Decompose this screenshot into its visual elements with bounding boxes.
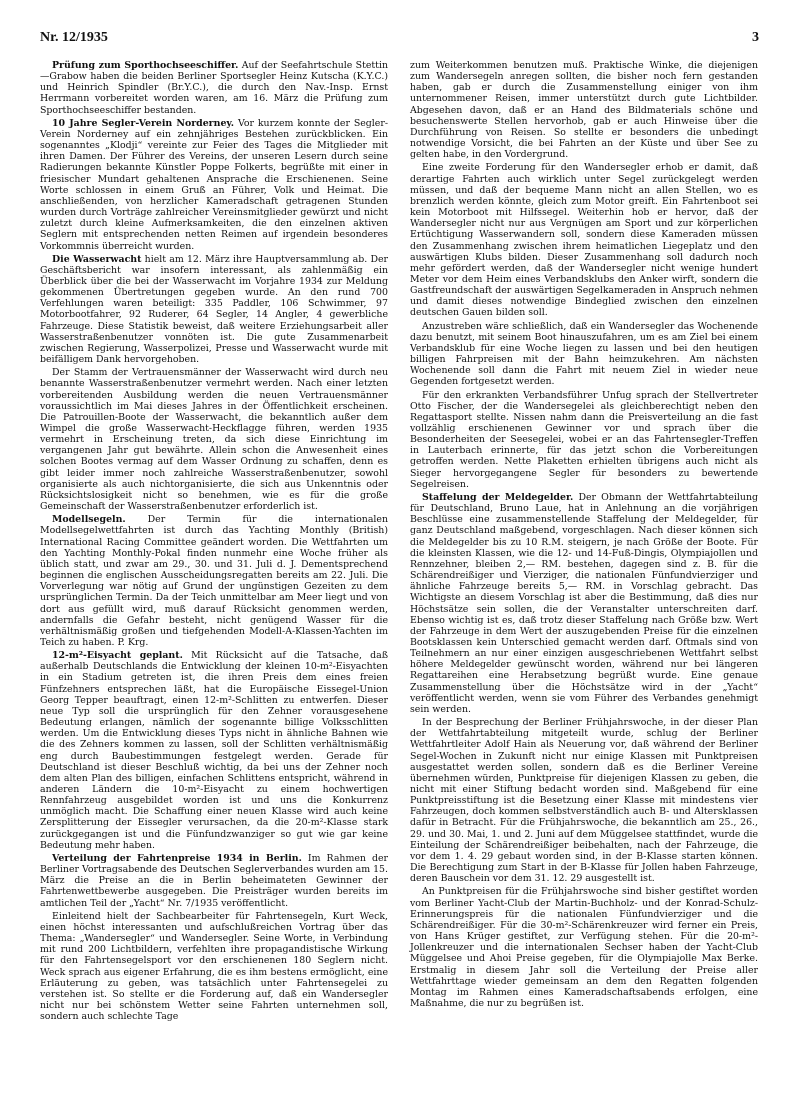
article-body: Der Termin für die internationalen Modellsegelwettfahrten ist durch das Yachting Monthly (British) International Racing Committee geändert worden. Die Wettfahrten um den Yachting Monthly-Pokal finden nunmehr eine Woche früher als üblich statt, und zwar am 29., 30. und 31. Juli d. J. Dementsprechend beginnen die englischen Ausscheidungsregatten bereits am 22. Juli. Die Vorverlegung war nötig auf Grund der ungünstigen Gezeiten zu dem ursprünglichen Termin. Da der Teich unmittelbar am Meer liegt und von dort aus gefüllt wird, muß darauf Rücksicht genommen werden, andernfalls die Gefahr besteht, nicht genügend Wasser für die verhältnismäßig großen und tiefgehenden Modell-A-Klassen-Yachten im Teich zu haben. (40, 514, 388, 648)
article-columns (40, 60, 759, 1024)
left-column (40, 60, 388, 1024)
paragraph: Für den erkrankten Verbandsführer Unfug sprach der Stellvertreter Otto Fischer, der die Wandersegelei als gleichberechtigt neben den Regattasport stellte. Nissen nahm dann die Preisverteilung an die fast vollzählig erschienenen Gewinner vor und sprach über die Besonderheiten der Seesegelei, wobei er an das Fahrtensegler-Treffen in Lauterbach erinnerte, für das jetzt schon die Vorbereitungen getroffen werden. Nette Plaketten erhielten übrigens auch nicht als Sieger hervorgegangene Segler für besonders zu bewertende Segelreisen. (410, 389, 758, 490)
paragraph: Einleitend hielt der Sachbearbeiter für Fahrtensegeln, Kurt Weck, einen höchst interessanten und aufschlußreichen Vortrag über das Thema: „Wandersegler“ und Wandersegler. Seine Worte, in Verbindung mit rund 200 Lichtbildern, verfehlten ihre propagandistische Wirkung für den Fahrtensegelsport vor den erschienenen 180 Seglern nicht. Weck sprach aus eigener Erfahrung, die es ihm bestens ermöglicht, eine Erläuterung zu geben, was tatsächlich unter Fahrtensegelei zu verstehen ist. So stellte er die Forderung auf, daß ein Wandersegler nicht nur bei schönstem Wetter seine Fahrten unternehmen soll, sondern auch schlechte Tage (40, 910, 388, 1023)
article-fahrtenpreise (40, 853, 388, 909)
paragraph: Anzustreben wäre schließlich, daß ein Wandersegler das Wochenende dazu benutzt, mit seinem Boot hinauszufahren, um es am Ziel bei einem Verbandsklub für eine Woche liegen zu lassen und bei den heutigen billigen Fahrpreisen mit der Bahn heimzukehren. Am nächsten Wochenende soll dann die Fahrt mit neuem Ziel in wieder neue Gegenden fortgesetzt werden. (410, 320, 758, 388)
page-header (40, 30, 759, 56)
page-number: 3 (752, 30, 759, 45)
paragraph: Der Stamm der Vertrauensmänner der Wasserwacht wird durch neu benannte Wasserstraßenbenutzer vermehrt werden. Nach einer letzten vorbereitenden Ausbildung werden die neuen Vertrauensmänner voraussichtlich im Mai dieses Jahres in der Öffentlichkeit erscheinen. Die Patrouillen-Boote der Wasserwacht, die bekanntlich außer dem Wimpel die große Wasserwacht-Heckflagge führen, werden 1935 vermehrt in Erscheinung treten, da sich diese Einrichtung im vergangenen Jahr gut bewährte. Allein schon die Anwesenheit eines solchen Bootes vermag auf dem Wasser Ordnung zu schaffen, denn es gibt leider immer noch zahlreiche Wasserstraßenbenutzer, sowohl organisierte als auch nichtorganisierte, die sich aus Unkenntnis oder Rücksichtslosigkeit nicht so benehmen, wie es für die große Gemeinschaft der Wasserstraßenbenutzer erforderlich ist. (40, 367, 388, 513)
paragraph: zum Weiterkommen benutzen muß. Praktische Winke, die diejenigen zum Wandersegeln anregen sollten, die bisher noch fern gestanden haben, gab er durch die Zusammenstellung einiger von ihm unternommener Reisen, immer unterstützt durch gute Lichtbilder. Abgesehen davon, daß er an Hand des Bildmaterials schöne und besuchenswerte Stellen hervorhob, gab er auch Hinweise über die Durchführung von Reisen. So stellte er besonders die unbedingt notwendige Vorsicht, die bei Fahrten an der Küste und über See zu gelten habe, in den Vordergrund. (410, 60, 758, 161)
issue-number: Nr. 12/1935 (40, 30, 108, 45)
article-eisyacht (40, 650, 388, 851)
article-meldegelder (410, 492, 758, 715)
article-segler-verein (40, 118, 388, 252)
article-prüfung (40, 60, 388, 116)
article-body: Auf der Seefahrtschule Stettin—Grabow haben die beiden Berliner Sportsegler Heinz Kutscha (K.Y.C.) und Heinrich Spindler (Br.Y.C.), die durch den Nav.-Insp. Ernst Herrmann vorbereitet worden waren, am 16. März die Prüfung zum Sporthochseeschiffer bestanden. (40, 60, 388, 116)
article-heading: Prüfung zum Sporthochseeschiffer. (52, 60, 239, 71)
paragraph: Eine zweite Forderung für den Wandersegler erhob er damit, daß derartige Fahrten auch wirklich unter Segel zurückgelegt werden müssen, und daß der bequeme Mann nicht an allen Stellen, wo es brenzlich werden könnte, gleich zum Motor greift. Ein Fahrtenboot sei kein Motorboot mit Hilfssegel. Weiterhin hob er hervor, daß der Wandersegler nicht nur aus Vergnügen am Sport und zur körperlichen Ertüchtigung Wasserwandern soll, sondern diese Kameraden müssen den Zusammenhang zwischen ihrem heimatlichen Liegeplatz und den auswärtigen Klubs bilden. Dieser Zusammenhang soll dadurch noch mehr gefördert werden, daß der Wandersegler nicht wenige hundert Meter vor dem Heim eines Verbandsklubs den Anker wirft, sondern die Gastfreundschaft der auswärtigen Segelkameraden in Anspruch nehmen und damit dieses notwendige Bindeglied zwischen den einzelnen deutschen Gauen bilden soll. (410, 162, 758, 319)
article-body: Im Rahmen der Berliner Vortragsabende des Deutschen Seglerverbandes wurden am 15. März die Preise an die in Berlin beheimateten Gewinner der Fahrtenwettbewerbe ausgegeben. Die Preisträger wurden bereits im amtlichen Teil der „Yacht“ Nr. 7/1935 veröffentlicht. (40, 852, 389, 909)
article-body: hielt am 12. März ihre Hauptversammlung ab. Der Geschäftsbericht war insofern interessant, als zahlenmäßig ein Überblick über die bei der Wasserwacht im Vorjahre 1934 zur Meldung gekommenen Übertretungen gegeben wurde. An den rund 700 Verfehlungen waren beteiligt: 335 Paddler, 106 Schwimmer, 97 Motorbootfahrer, 92 Ruderer, 64 Segler, 14 Angler, 4 gewerbliche Fahrzeuge. Diese Statistik beweist, daß weitere Erziehungsarbeit aller Wasserstraßenbenutzer vonnöten ist. Die gute Zusammenarbeit zwischen Regierung, Wasserpolizei, Presse und Wasserwacht wurde mit beifälligem Dank hervorgehoben. (40, 253, 389, 366)
article-body: Vor kurzem konnte der Segler-Verein Norderney auf ein zehnjähriges Bestehen zurückblicken. Ein sogenanntes „Klodji“ vereinte zur Feier des Tages die Mitglieder mit ihren Damen. Der Führer des Vereins, der unseren Lesern durch seine Radierungen bekannte Künstler Poppe Folkerts, begrüßte mit einer in friesischer Mundart gehaltenen Ansprache die Erschienenen. Seine Worte schlossen in einem Gruß an Führer, Volk und Heimat. Die anschließenden, von herzlicher Kameradschaft getragenen Stunden wurden durch Vorträge zahlreicher Vereinsmitglieder gewürzt und nicht zuletzt durch kleine Aufmerksamkeiten, die den einzelnen aktiven Seglern mit entsprechenden netten Reimen auf irgendein besonderes Vorkommnis überreicht wurden. (40, 117, 389, 252)
author-signature: P. Krg. (117, 636, 149, 648)
paragraph: In der Besprechung der Berliner Frühjahrswoche, in der dieser Plan der Wettfahrtabteilung mitgeteilt wurde, schlug der Berliner Wettfahrtleiter Adolf Hain als Neuerung vor, daß während der Berliner Segel-Wochen in Zukunft nicht nur einige Klassen mit Punktpreisen ausgestattet werden sollen, sondern daß es die Berliner Vereine übernehmen würden, Punktpreise für diejenigen Klassen zu geben, die nicht mit einer Stiftung bedacht worden sind. Maßgebend für eine Punktpreisstiftung ist die Besetzung einer Klasse mit mindestens vier Fahrzeugen, doch kommen selbstverständlich auch B- und Altersklassen dafür in Betracht. Für die Frühjahrswoche, die bekanntlich am 25., 26., 29. und 30. Mai, 1. und 2. Juni auf dem Müggelsee stattfindet, wurde die Einteilung der Schärendreißiger beibehalten, nach der Fahrzeuge, die vor dem 1. 4. 29 gebaut worden sind, in der B-Klasse starten können. Die Berechtigung zum Start in der B-Klasse für Jollen haben Fahrzeuge, deren Bauschein vor dem 31. 12. 29 ausgestellt ist. (410, 717, 758, 885)
paragraph: An Punktpreisen für die Frühjahrswoche sind bisher gestiftet worden vom Berliner Yacht-Club der Martin-Buchholz- und der Konrad-Schulz-Erinnerungspreis für die nationalen Fünfundvierziger und die Schärendreißiger. Für die 30-m²-Schärenkreuzer wird ferner ein Preis, von Hans Krüger gestiftet, zur Verfügung stehen. Für die 20-m²-Jollenkreuzer und die internationalen Sechser haben der Yacht-Club Müggelsee und Ahoi Preise gegeben, für die Olympiajolle Max Berke. Erstmalig in diesem Jahr soll die Verteilung der Preise aller Wettfahrttage wieder gemeinsam an dem den Regatten folgenden Montag im Rahmen eines Kameradschaftsabends erfolgen, eine Maßnahme, die nur zu begrüßen ist. (410, 886, 758, 1009)
article-modellsegeln (40, 514, 388, 648)
article-body: Mit Rücksicht auf die Tatsache, daß außerhalb Deutschlands die Entwicklung der kleinen 10-m²-Eisyachten in ein Stadium getreten ist, die ihren Preis dem eines freien Fünfzehners entsprechen läßt, hat die Europäische Eissegel-Union Georg Tepper beauftragt, einen 12-m²-Schlitten zu entwerfen. Dieser neue Typ soll die ursprünglich für den Zehner vorausgesehene Bedeutung erlangen, nämlich der sogenannte billige Volksschlitten werden. Um die Entwicklung dieses Typs nicht in ähnliche Bahnen wie die des Zehners kommen zu lassen, soll der Schlitten verhältnismäßig eng durch Baubestimmungen festgelegt werden. Gerade für Deutschland ist dieser Beschluß wichtig, da bei uns der Zehner noch dem alten Plan des billigen, einfachen Schlittens entspricht, während in anderen Ländern die 10-m²-Eisyacht zu einem hochwertigen Rennfahrzeug ausgebildet worden ist und uns die Konkurrenz unmöglich macht. Die Schaffung einer neuen Klasse wird auch keine Zersplitterung der Eissegler verursachen, da die 20-m²-Klasse stark zurückgegangen ist und die Fünfundzwanziger so gut wie gar keine Bedeutung mehr haben. (40, 650, 388, 851)
article-heading: Modellsegeln. (52, 514, 126, 526)
article-heading: Verteilung der Fahrtenpreise 1934 in Berlin. (52, 852, 302, 864)
article-body: Der Obmann der Wettfahrtabteilung für Deutschland, Bruno Laue, hat in Anlehnung an die vorjährigen Beschlüsse eine zusammenstellende Staffelung der Meldegelder, für ganz Deutschland maßgebend, vorgeschlagen. Nach dieser können sich die Meldegelder bis zu 10 R.M. steigern, je nach Größe der Boote. Für die kleinsten Klassen, wie die 12- und 14-Fuß-Dingis, Olympiajollen und Rennzehner, bleiben 2,— RM. bestehen, dagegen sind z. B. für die Schärendreißiger und Vierziger, die nationalen Fünfundvierziger und ähnliche Fahrzeuge bereits 5,— RM. in Vorschlag gebracht. Das Wichtigste an diesem Vorschlag ist aber die Bestimmung, daß dies nur Höchstsätze sein sollen, die der Veranstalter unterschreiten darf. Ebenso wichtig ist es, daß trotz dieser Staffelung nach Größe bzw. Wert der Fahrzeuge in dem Wert der auszugebenden Preise für die einzelnen Bootsklassen kein Unterschied gemacht werden darf. Oftmals sind von Teilnehmern an nur einer einzigen ausgeschriebenen Wettfahrt selbst höhere Meldegelder gewünscht worden, während nur bei längeren Regattareihen eine Herabsetzung begrüßt wurde. Eine genaue Zusammenstellung über die Höchstsätze wird in der „Yacht“ veröffentlicht werden, wenn sie vom Führer des Verbandes genehmigt sein werden. (410, 491, 758, 715)
right-column (410, 60, 758, 1024)
article-wasserwacht (40, 254, 388, 366)
article-heading: 10 Jahre Segler-Verein Norderney. (52, 117, 235, 129)
article-heading: Staffelung der Meldegelder. (422, 491, 574, 503)
article-heading: 12-m²-Eisyacht geplant. (52, 650, 183, 662)
article-heading: Die Wasserwacht (52, 253, 142, 265)
